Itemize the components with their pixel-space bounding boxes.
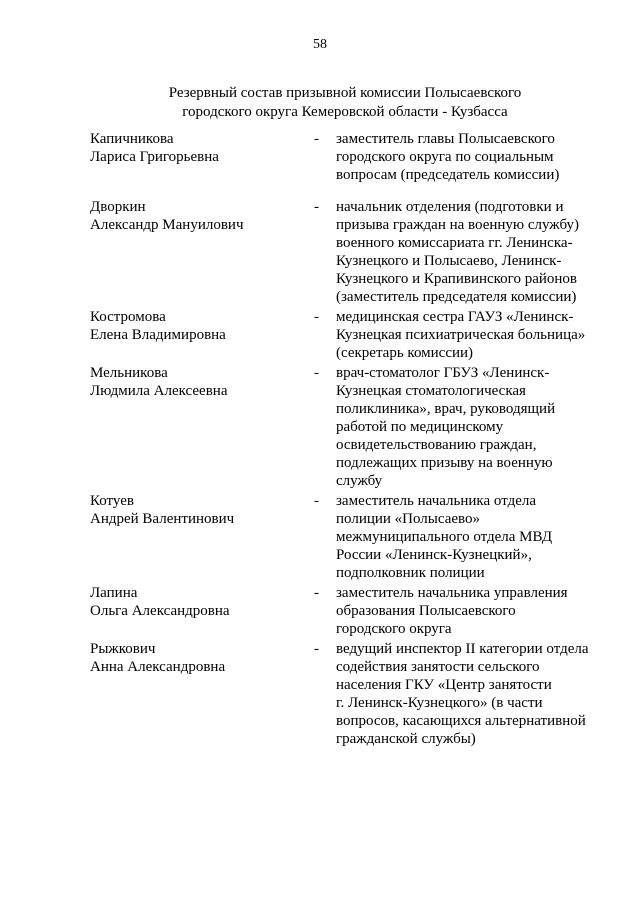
role-line: заместитель начальника отдела <box>336 493 536 509</box>
role-line: начальник отделения (подготовки и <box>336 199 564 215</box>
separator-dash: - <box>314 493 319 509</box>
role-line: гражданской службы) <box>336 731 476 747</box>
separator-dash: - <box>314 309 319 325</box>
role-line: работой по медицинскому <box>336 419 504 435</box>
role-line: военного комиссариата гг. Ленинска- <box>336 235 573 251</box>
role-line: заместитель главы Полысаевского <box>336 131 555 147</box>
role-line: заместитель начальника управления <box>336 585 568 601</box>
member-role <box>334 130 604 184</box>
role-line: городского округа по социальным <box>336 149 554 165</box>
member-entry <box>0 492 640 582</box>
member-entry <box>0 198 640 306</box>
role-line: межмуниципального отдела МВД <box>336 529 553 545</box>
member-given-name: Людмила Алексеевна <box>90 383 228 399</box>
member-role <box>334 492 604 582</box>
separator-dash: - <box>314 585 319 601</box>
role-line: г. Ленинск-Кузнецкого» (в части <box>336 695 543 711</box>
member-name <box>0 640 313 748</box>
role-line: Кузнецкого и Крапивинского районов <box>336 271 578 287</box>
member-given-name: Лариса Григорьевна <box>90 149 219 165</box>
role-line: вопросов, касающихся альтернативной <box>336 713 586 729</box>
member-name <box>0 584 313 638</box>
role-line: подлежащих призыву на военную <box>336 455 553 471</box>
separator-dash: - <box>314 199 319 215</box>
role-line: городского округа <box>336 621 452 637</box>
member-given-name: Андрей Валентинович <box>90 511 235 527</box>
member-surname: Дворкин <box>90 199 146 215</box>
member-name <box>0 364 313 490</box>
member-entry <box>0 640 640 748</box>
title-line-1: Резервный состав призывной комиссии Полысаевского <box>168 85 522 101</box>
role-line: медицинская сестра ГАУЗ «Ленинск- <box>336 309 574 325</box>
role-line: Кузнецкого и Полысаево, Ленинск- <box>336 253 562 269</box>
role-line: России «Ленинск-Кузнецкий», <box>336 547 532 563</box>
role-line: ведущий инспектор II категории отдела <box>336 641 589 657</box>
member-surname: Мельникова <box>90 365 168 381</box>
separator-dash: - <box>314 131 319 147</box>
title-line-2: городского округа Кемеровской области - Кузбасса <box>182 104 508 120</box>
member-entry <box>0 364 640 490</box>
member-entry <box>0 584 640 638</box>
member-surname: Лапина <box>90 585 138 601</box>
member-surname: Котуев <box>90 493 134 509</box>
member-entry <box>0 308 640 362</box>
member-given-name: Ольга Александровна <box>90 603 230 619</box>
member-role <box>334 584 604 638</box>
page-number: 58 <box>313 37 327 52</box>
member-role <box>334 198 604 306</box>
document-title <box>150 84 540 122</box>
member-name <box>0 198 313 306</box>
role-line: освидетельствованию граждан, <box>336 437 537 453</box>
role-line: врач-стоматолог ГБУЗ «Ленинск- <box>336 365 550 381</box>
separator-dash: - <box>314 365 319 381</box>
member-name <box>0 492 313 582</box>
member-role <box>334 308 604 362</box>
role-line: Кузнецкая стоматологическая <box>336 383 526 399</box>
member-role <box>334 640 604 748</box>
role-line: населения ГКУ «Центр занятости <box>336 677 552 693</box>
role-line: образования Полысаевского <box>336 603 516 619</box>
role-line: вопросам (председатель комиссии) <box>336 167 560 183</box>
role-line: (секретарь комиссии) <box>336 345 474 361</box>
member-role <box>334 364 604 490</box>
role-line: призыва граждан на военную службу) <box>336 217 580 233</box>
role-line: службу <box>336 473 383 489</box>
separator-dash: - <box>314 641 319 657</box>
member-surname: Капичникова <box>90 131 174 147</box>
role-line: подполковник полиции <box>336 565 485 581</box>
member-given-name: Анна Александровна <box>90 659 226 675</box>
member-surname: Рыжкович <box>90 641 156 657</box>
member-given-name: Елена Владимировна <box>90 327 226 343</box>
role-line: поликлиника», врач, руководящий <box>336 401 556 417</box>
role-line: (заместитель председателя комиссии) <box>336 289 577 305</box>
role-line: Кузнецкая психиатрическая больница» <box>336 327 586 343</box>
member-name <box>0 130 313 184</box>
member-list <box>0 130 640 748</box>
member-name <box>0 308 313 362</box>
member-entry <box>0 130 640 184</box>
member-given-name: Александр Мануилович <box>90 217 244 233</box>
role-line: содействия занятости сельского <box>336 659 540 675</box>
role-line: полиции «Полысаево» <box>336 511 481 527</box>
member-surname: Костромова <box>90 309 166 325</box>
